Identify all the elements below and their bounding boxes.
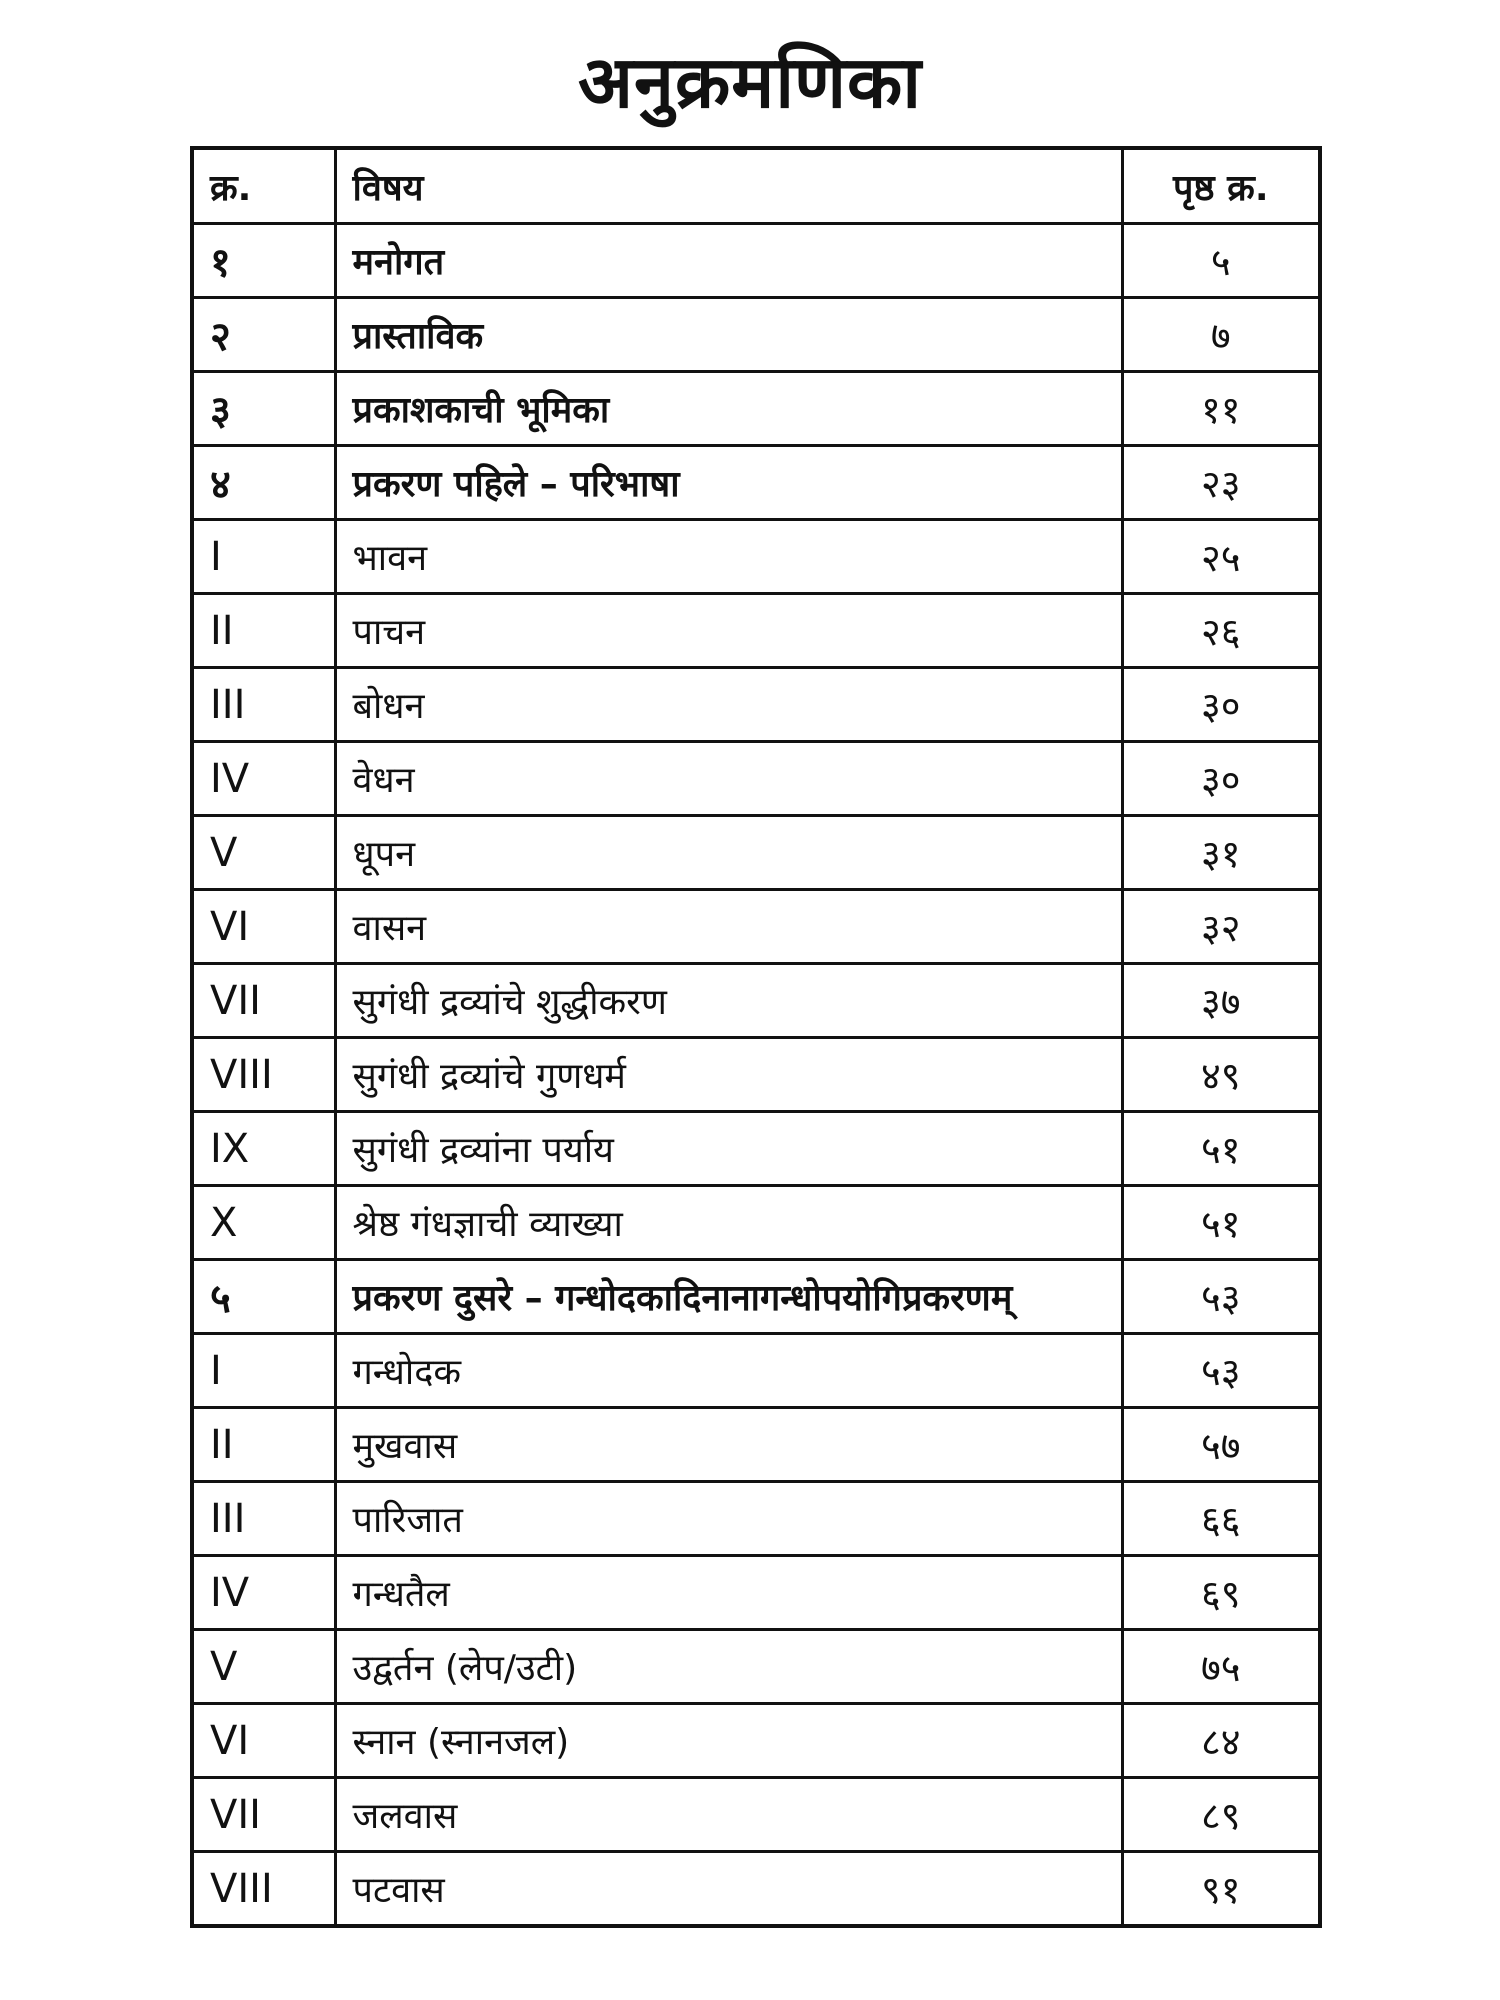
row-page-number: ५३ <box>1122 1260 1320 1334</box>
row-subject: सुगंधी द्रव्यांचे शुद्धीकरण <box>335 964 1122 1038</box>
table-row <box>192 1186 1320 1260</box>
row-subject: प्रकरण दुसरे – गन्धोदकादिनानागन्धोपयोगिप्रकरणम् <box>335 1260 1122 1334</box>
row-subject: धूपन <box>335 816 1122 890</box>
row-subject: पाचन <box>335 594 1122 668</box>
row-number: ३ <box>192 372 335 446</box>
table-row <box>192 1112 1320 1186</box>
row-number: ४ <box>192 446 335 520</box>
table-row <box>192 224 1320 298</box>
row-subject: गन्धतैल <box>335 1556 1122 1630</box>
row-page-number: २६ <box>1122 594 1320 668</box>
row-number: VI <box>192 1704 335 1778</box>
row-number: V <box>192 1630 335 1704</box>
row-subject: मुखवास <box>335 1408 1122 1482</box>
row-page-number: ६९ <box>1122 1556 1320 1630</box>
table-row <box>192 1038 1320 1112</box>
row-page-number: ३० <box>1122 668 1320 742</box>
row-page-number: ५१ <box>1122 1186 1320 1260</box>
row-page-number: ९१ <box>1122 1852 1320 1927</box>
row-subject: भावन <box>335 520 1122 594</box>
row-number: IV <box>192 1556 335 1630</box>
row-page-number: २३ <box>1122 446 1320 520</box>
table-row <box>192 446 1320 520</box>
table-row <box>192 1408 1320 1482</box>
row-number: VIII <box>192 1852 335 1927</box>
row-subject: पटवास <box>335 1852 1122 1927</box>
row-subject: उद्वर्तन (लेप/उटी) <box>335 1630 1122 1704</box>
table-row <box>192 1778 1320 1852</box>
row-number: २ <box>192 298 335 372</box>
row-subject: स्नान (स्नानजल) <box>335 1704 1122 1778</box>
table-row <box>192 890 1320 964</box>
table-row <box>192 298 1320 372</box>
table-row <box>192 1630 1320 1704</box>
row-page-number: ६६ <box>1122 1482 1320 1556</box>
row-number: III <box>192 668 335 742</box>
row-subject: गन्धोदक <box>335 1334 1122 1408</box>
row-page-number: ५१ <box>1122 1112 1320 1186</box>
table-row <box>192 1556 1320 1630</box>
header-number: क्र. <box>192 148 335 224</box>
row-number: X <box>192 1186 335 1260</box>
row-number: III <box>192 1482 335 1556</box>
table-row <box>192 1334 1320 1408</box>
row-page-number: ८९ <box>1122 1778 1320 1852</box>
row-page-number: ३१ <box>1122 816 1320 890</box>
row-number: I <box>192 520 335 594</box>
table-header-row <box>192 148 1320 224</box>
row-page-number: ७ <box>1122 298 1320 372</box>
row-subject: वासन <box>335 890 1122 964</box>
contents-table <box>190 146 1322 1928</box>
table-row <box>192 816 1320 890</box>
row-subject: श्रेष्ठ गंधज्ञाची व्याख्या <box>335 1186 1122 1260</box>
row-number: II <box>192 594 335 668</box>
row-subject: वेधन <box>335 742 1122 816</box>
row-subject: प्रकरण पहिले – परिभाषा <box>335 446 1122 520</box>
row-number: VIII <box>192 1038 335 1112</box>
table-body <box>192 224 1320 1927</box>
row-number: II <box>192 1408 335 1482</box>
row-page-number: ११ <box>1122 372 1320 446</box>
row-page-number: ७५ <box>1122 1630 1320 1704</box>
row-page-number: ३० <box>1122 742 1320 816</box>
table-row <box>192 668 1320 742</box>
row-number: VII <box>192 964 335 1038</box>
row-page-number: ८४ <box>1122 1704 1320 1778</box>
header-subject: विषय <box>335 148 1122 224</box>
row-number: VI <box>192 890 335 964</box>
row-page-number: ५७ <box>1122 1408 1320 1482</box>
table-row <box>192 1704 1320 1778</box>
table-row <box>192 1852 1320 1927</box>
row-page-number: ३७ <box>1122 964 1320 1038</box>
row-number: IV <box>192 742 335 816</box>
row-number: I <box>192 1334 335 1408</box>
row-number: १ <box>192 224 335 298</box>
row-subject: बोधन <box>335 668 1122 742</box>
table-row <box>192 1482 1320 1556</box>
row-page-number: ३२ <box>1122 890 1320 964</box>
row-page-number: ५३ <box>1122 1334 1320 1408</box>
row-page-number: ५ <box>1122 224 1320 298</box>
row-number: IX <box>192 1112 335 1186</box>
row-number: ५ <box>192 1260 335 1334</box>
page-title: अनुक्रमणिका <box>578 40 922 124</box>
row-page-number: २५ <box>1122 520 1320 594</box>
table-row <box>192 594 1320 668</box>
row-subject: मनोगत <box>335 224 1122 298</box>
table-row <box>192 742 1320 816</box>
table-row <box>192 520 1320 594</box>
table-row <box>192 964 1320 1038</box>
row-subject: सुगंधी द्रव्यांना पर्याय <box>335 1112 1122 1186</box>
row-page-number: ४९ <box>1122 1038 1320 1112</box>
row-subject: प्रकाशकाची भूमिका <box>335 372 1122 446</box>
row-number: V <box>192 816 335 890</box>
row-subject: प्रास्ताविक <box>335 298 1122 372</box>
row-subject: पारिजात <box>335 1482 1122 1556</box>
row-subject: जलवास <box>335 1778 1122 1852</box>
table-row <box>192 372 1320 446</box>
table-row <box>192 1260 1320 1334</box>
row-number: VII <box>192 1778 335 1852</box>
header-page: पृष्ठ क्र. <box>1122 148 1320 224</box>
row-subject: सुगंधी द्रव्यांचे गुणधर्म <box>335 1038 1122 1112</box>
